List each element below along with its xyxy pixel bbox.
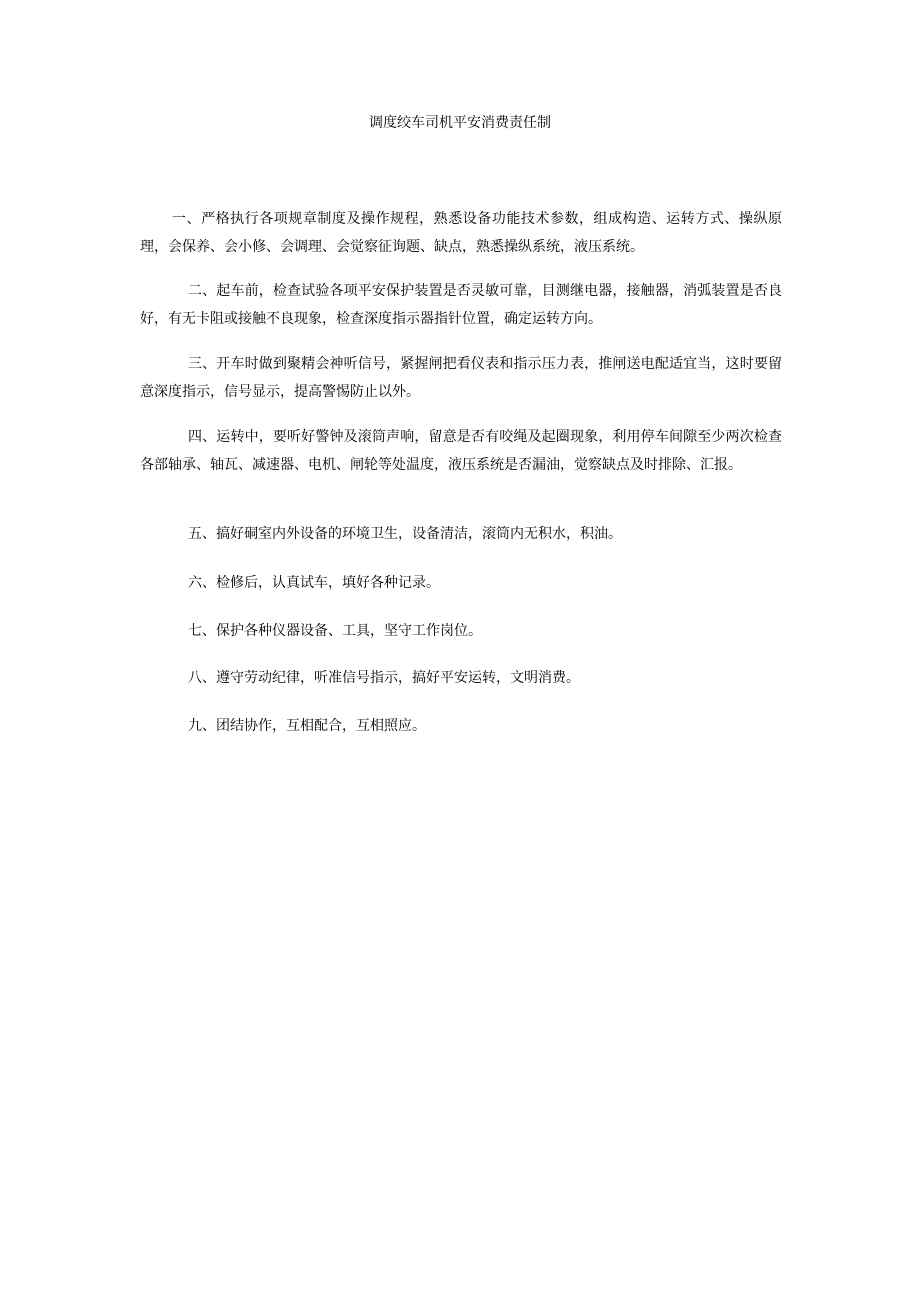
clause-9: 九、团结协作，互相配合，互相照应。 [188,718,426,734]
clause-6: 六、检修后，认真试车，填好各种记录。 [188,575,440,591]
clause-7: 七、保护各种仪器设备、工具，坚守工作岗位。 [188,623,482,639]
document-title: 调度绞车司机平安消费责任制 [369,115,551,131]
clause-2: 二、起车前，检查试验各项平安保护装置是否灵敏可靠，目测继电器，接触器，消弧装置是否良好，有无卡阻或接触不良现象，检查深度指示器指针位置，确定运转方向。 [140,283,782,327]
clause-1: 一、严格执行各项规章制度及操作规程，熟悉设备功能技术参数，组成构造、运转方式、操纵原理，会保养、会小修、会调理、会觉察征询题、缺点，熟悉操纵系统，液压系统。 [140,211,782,255]
clause-8: 八、遵守劳动纪律，听准信号指示，搞好平安运转，文明消费。 [188,670,580,686]
clause-3: 三、开车时做到聚精会神听信号，紧握闸把看仪表和指示压力表，推闸送电配适宜当，这时要留意深度指示，信号显示，提高警惕防止以外。 [140,356,782,400]
clause-5: 五、搞好硐室内外设备的环境卫生，设备清洁，滚筒内无积水，积油。 [188,526,622,542]
clause-4: 四、运转中，要听好警钟及滚筒声响，留意是否有咬绳及起圈现象，利用停车间隙至少两次检查各部轴承、轴瓦、减速器、电机、闸轮等处温度，液压系统是否漏油，觉察缺点及时排除、汇报。 [140,429,782,473]
